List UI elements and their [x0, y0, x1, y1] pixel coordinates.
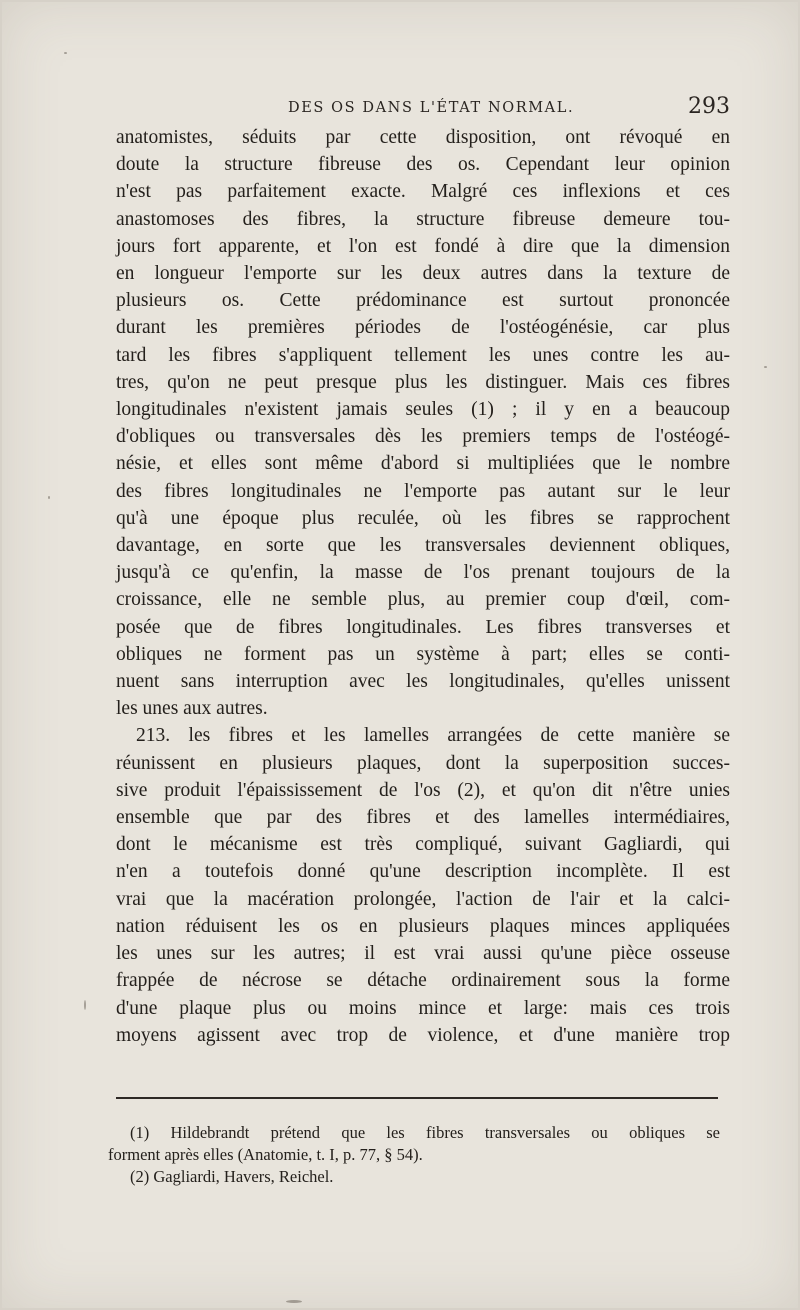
text-line: frappée de nécrose se détache ordinairement sous la forme: [116, 970, 730, 992]
text-line: plusieurs os. Cette prédominance est surtout prononcée: [116, 290, 730, 312]
text-line: longitudinales n'existent jamais seules (1) ; il y en a beaucoup: [116, 399, 730, 421]
text-line: anatomistes, séduits par cette disposition, ont révoqué en: [116, 127, 730, 148]
text-line: réunissent en plusieurs plaques, dont la superposition succes-: [116, 752, 730, 774]
text-line: les unes sur les autres; il est vrai aussi qu'une pièce osseuse: [116, 943, 730, 965]
page-number: 293: [688, 94, 730, 119]
text-line: vrai que la macération prolongée, l'action de l'air et la calci-: [116, 888, 730, 910]
footnote-2: (2) Gagliardi, Havers, Reichel.: [130, 1167, 334, 1186]
text-line: en longueur l'emporte sur les deux autres dans la texture de: [116, 263, 730, 285]
text-line: davantage, en sorte que les transversales deviennent obliques,: [116, 535, 730, 557]
text-line: nation réduisent les os en plusieurs plaques minces appliquées: [116, 915, 730, 937]
text-line: nésie, et elles sont même d'abord si multipliées que le nombre: [116, 453, 730, 475]
text-line: tres, qu'on ne peut presque plus les distinguer. Mais ces fibres: [116, 371, 730, 393]
paper-speck: [64, 52, 67, 54]
text-line: anastomoses des fibres, la structure fibreuse demeure tou-: [116, 208, 730, 230]
text-line: jusqu'à ce qu'enfin, la masse de l'os prenant toujours de la: [116, 562, 730, 584]
footnote-separator: [116, 1097, 718, 1099]
paper-speck: [48, 496, 50, 499]
text-line: jours fort apparente, et l'on est fondé à dire que la dimension: [116, 235, 730, 257]
section-213-start: 213. les fibres et les lamelles arrangées de cette manière se: [136, 725, 730, 747]
running-title: DES OS DANS L'ÉTAT NORMAL.: [288, 100, 575, 116]
page-header: [108, 96, 730, 126]
paper-speck: [84, 1000, 86, 1010]
paragraph-end-line: les unes aux autres.: [116, 698, 268, 720]
text-line: sive produit l'épaississement de l'os (2), et qu'on dit n'être unies: [116, 779, 730, 801]
text-line: n'en a toutefois donné qu'une description incomplète. Il est: [116, 861, 730, 883]
text-line: nuent sans interruption avec les longitudinales, qu'elles unissent: [116, 671, 730, 693]
text-line: croissance, elle ne semble plus, au premier coup d'œil, com-: [116, 589, 730, 611]
paper-speck: [764, 366, 767, 368]
text-line: dont le mécanisme est très compliqué, suivant Gagliardi, qui: [116, 834, 730, 856]
text-line: moyens agissent avec trop de violence, et d'une manière trop: [116, 1024, 730, 1046]
text-line: qu'à une époque plus reculée, où les fibres se rapprochent: [116, 507, 730, 529]
paper-speck: [286, 1300, 302, 1303]
text-line: tard les fibres s'appliquent tellement les unes contre les au-: [116, 344, 730, 366]
text-line: n'est pas parfaitement exacte. Malgré ces inflexions et ces: [116, 181, 730, 203]
text-line: ensemble que par des fibres et des lamelles intermédiaires,: [116, 807, 730, 829]
text-line: durant les premières périodes de l'ostéogénésie, car plus: [116, 317, 730, 339]
footnote-1: (1) Hildebrandt prétend que les fibres transversales ou obliques se: [130, 1123, 720, 1142]
body-text: [116, 124, 730, 1049]
footnotes: [108, 1122, 720, 1188]
footnote-1-continued: forment après elles (Anatomie, t. I, p. 77, § 54).: [108, 1145, 423, 1164]
text-line: posée que de fibres longitudinales. Les fibres transverses et: [116, 616, 730, 638]
text-line: obliques ne forment pas un système à part; elles se conti-: [116, 643, 730, 665]
text-line: doute la structure fibreuse des os. Cependant leur opinion: [116, 154, 730, 176]
text-line: d'une plaque plus ou moins mince et large: mais ces trois: [116, 997, 730, 1019]
text-line: d'obliques ou transversales dès les premiers temps de l'ostéogé-: [116, 426, 730, 448]
text-line: des fibres longitudinales ne l'emporte pas autant sur le leur: [116, 480, 730, 502]
